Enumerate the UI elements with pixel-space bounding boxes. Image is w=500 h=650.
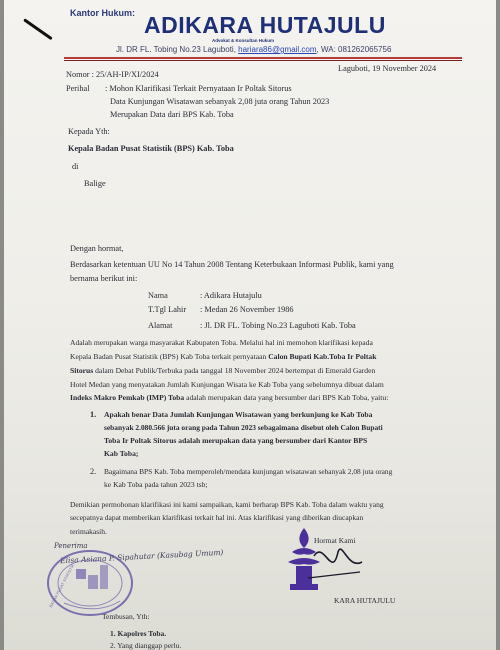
hormat-kami: Hormat Kami bbox=[314, 536, 356, 545]
identity-label-nama: Nama bbox=[148, 291, 168, 300]
para-line-2-bold: Calon Bupati Kab.Toba Ir Poltak bbox=[268, 352, 377, 361]
identity-value-nama: : Adikara Hutajulu bbox=[200, 291, 262, 300]
para-line-1: Adalah merupakan warga masyarakat Kabupaten Toba. Melalui hal ini memohon klarifikasi kepada bbox=[70, 338, 373, 347]
question-2-line-1: Bagaimana BPS Kab. Toba memperoleh/mendata kunjungan wisatawan sebanyak 2,08 juta orang bbox=[104, 467, 393, 476]
identity-label-alamat: Alamat bbox=[148, 321, 173, 330]
letter-date: Laguboti, 19 November 2024 bbox=[338, 64, 437, 73]
para-line-2 bbox=[70, 352, 376, 361]
perihal-line-2: Data Kunjungan Wisatawan sebanyak 2,08 juta orang Tahun 2023 bbox=[110, 97, 330, 106]
para-line-5 bbox=[70, 393, 388, 402]
identity-value-ttl: : Medan 26 November 1986 bbox=[200, 305, 294, 314]
letterhead-rule bbox=[64, 57, 462, 59]
question-1-line-1: Apakah benar Data Jumlah Kunjungan Wisatawan yang berkunjung ke Kab Toba bbox=[104, 410, 373, 419]
question-1-line-3: Toba Ir Poltak Sitorus adalah merupakan data yang bersumber dari Kantor BPS bbox=[104, 436, 368, 445]
firm-address bbox=[116, 45, 391, 54]
closing-line-1: Demikian permohonan klarifikasi ini kami sampaikan, kami berharap BPS Kab. Toba dalam waktu yang bbox=[70, 500, 384, 509]
firm-name: ADIKARA HUTAJULU bbox=[144, 12, 386, 38]
recipient-name: Kepala Badan Pusat Statistik (BPS) Kab. Toba bbox=[68, 144, 234, 153]
para-line-2-text: Kepala Badan Pusat Statistik (BPS) Kab Toba terkait pernyataan bbox=[70, 352, 269, 361]
letter-page bbox=[4, 0, 496, 650]
tembusan-label: Tembusan, Yth: bbox=[102, 612, 150, 621]
wa-text: , WA: 081262065756 bbox=[316, 45, 392, 54]
recipient-place: Balige bbox=[84, 179, 106, 188]
di-label: di bbox=[72, 162, 79, 171]
perihal-label: Perihal bbox=[66, 84, 90, 93]
identity-label-ttl: T.Tgl Lahir bbox=[148, 305, 187, 314]
stamp-text: BADAN PUSAT STATISTIK bbox=[48, 563, 76, 609]
identity-value-alamat: : Jl. DR FL. Tobing No.23 Laguboti Kab. Toba bbox=[200, 321, 356, 330]
letterhead-rule-thin bbox=[64, 60, 462, 61]
para-line-4: Hotel Medan yang menyatakan Jumlah Kunjungan Wisata ke Kab Toba yang sebelumnya dibuat dalam bbox=[70, 380, 384, 389]
received-label: Penerima bbox=[54, 542, 88, 550]
kantor-hukum-label: Kantor Hukum: bbox=[70, 8, 135, 18]
perihal-line-1: : Mohon Klarifikasi Terkait Pernyataan Ir Poltak Sitorus bbox=[105, 84, 292, 93]
para-line-5-bold: Indeks Makro Pemkab (IMP) Toba bbox=[70, 393, 185, 402]
firm-subtitle: Advokat & Konsultan Hukum bbox=[212, 38, 275, 43]
email-link[interactable]: hariara86@gmail.com bbox=[238, 45, 317, 54]
perihal-line-3: Merupakan Data dari BPS Kab. Toba bbox=[110, 110, 234, 119]
intro-line-2: bernama berikut ini: bbox=[70, 274, 138, 283]
closing-line-3: terimakasih. bbox=[70, 527, 107, 536]
pen-mark bbox=[23, 18, 53, 40]
para-line-3-bold: Sitorus bbox=[70, 366, 94, 375]
para-line-5-text: adalah merupakan data yang bersumber dari BPS Kab Toba, yaitu: bbox=[184, 393, 389, 402]
signer-name: KARA HUTAJULU bbox=[334, 596, 396, 605]
para-line-3-text: dalam Debat Publik/Terbuka pada tanggal 18 November 2024 bertempat di Emerald Garden bbox=[93, 366, 376, 375]
para-line-3 bbox=[70, 366, 375, 375]
closing-line-2: secepatnya dapat memberikan klarifikasi terkait hal ini. Atas klarifikasi yang diberikan diucapkan bbox=[70, 513, 364, 522]
bps-stamp bbox=[44, 545, 140, 617]
question-1-line-4: Kab Toba; bbox=[104, 449, 139, 458]
question-2-line-2: ke Kab Toba pada tahun 2023 tsb; bbox=[104, 480, 208, 489]
address-text: Jl. DR FL. Tobing No.23 Laguboti, bbox=[116, 45, 236, 54]
cc-item-2: 2. Yang dianggap perlu. bbox=[110, 641, 182, 650]
cc-item-1: 1. Kapolres Toba. bbox=[110, 629, 167, 638]
intro-line-1: Berdasarkan ketentuan UU No 14 Tahun 2008 Tentang Keterbukaan Informasi Publik, kami yang bbox=[70, 260, 394, 269]
question-2-number: 2. bbox=[90, 467, 97, 476]
question-1-number: 1. bbox=[90, 410, 97, 419]
kepada-label: Kepada Yth: bbox=[68, 127, 110, 136]
firm-logo-stamp bbox=[274, 522, 364, 594]
letter-number: Nomor : 25/AH-IP/XI/2024 bbox=[66, 70, 159, 79]
received-handwriting: Elisa Asiana P. Sipahutar (Kasubag Umum) bbox=[59, 547, 224, 566]
greeting: Dengan hormat, bbox=[70, 244, 124, 253]
question-1-line-2: sebanyak 2.080.566 juta orang pada Tahun 2023 sebagaimana disebut oleh Calon Bupati bbox=[104, 423, 383, 432]
